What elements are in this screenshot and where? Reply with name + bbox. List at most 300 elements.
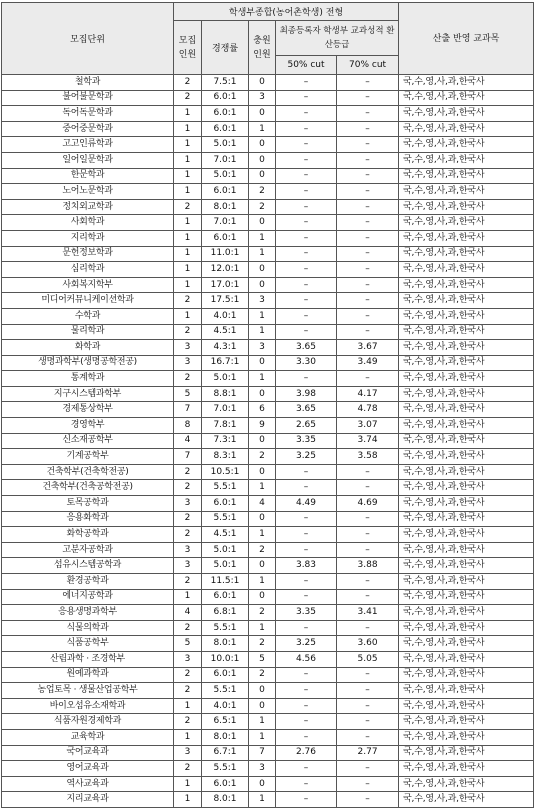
- unit-cell: 식물의학과: [2, 620, 174, 636]
- cut70-cell: –: [337, 308, 399, 324]
- quota-cell: 2: [174, 574, 202, 590]
- competition-cell: 12.0:1: [202, 262, 249, 278]
- subjects-cell: 국,수,영,사,과,한국사: [399, 449, 534, 465]
- table-row: [2, 324, 534, 340]
- extra-cell: 0: [249, 215, 276, 231]
- table-row: [2, 433, 534, 449]
- cut50-cell: –: [276, 761, 337, 777]
- competition-cell: 4.5:1: [202, 527, 249, 543]
- quota-cell: 1: [174, 277, 202, 293]
- cut70-cell: –: [337, 324, 399, 340]
- cut50-cell: 3.35: [276, 605, 337, 621]
- competition-cell: 8.0:1: [202, 199, 249, 215]
- subjects-cell: 국,수,영,사,과,한국사: [399, 667, 534, 683]
- unit-cell: 독어독문학과: [2, 106, 174, 122]
- quota-cell: 2: [174, 90, 202, 106]
- competition-cell: 4.0:1: [202, 698, 249, 714]
- subjects-cell: 국,수,영,사,과,한국사: [399, 386, 534, 402]
- quota-cell: 3: [174, 542, 202, 558]
- cut50-cell: 2.76: [276, 745, 337, 761]
- unit-cell: 섬유시스템공학과: [2, 558, 174, 574]
- subjects-cell: 국,수,영,사,과,한국사: [399, 651, 534, 667]
- quota-cell: 2: [174, 480, 202, 496]
- competition-cell: 11.5:1: [202, 574, 249, 590]
- competition-cell: 6.7:1: [202, 745, 249, 761]
- extra-cell: 0: [249, 152, 276, 168]
- cut70-cell: –: [337, 246, 399, 262]
- quota-cell: 2: [174, 511, 202, 527]
- table-row: [2, 745, 534, 761]
- cut70-cell: –: [337, 527, 399, 543]
- cut70-cell: –: [337, 589, 399, 605]
- quota-cell: 1: [174, 698, 202, 714]
- table-row: [2, 199, 534, 215]
- unit-cell: 지리학과: [2, 230, 174, 246]
- extra-cell: 6: [249, 402, 276, 418]
- subjects-cell: 국,수,영,사,과,한국사: [399, 527, 534, 543]
- cut70-cell: –: [337, 542, 399, 558]
- quota-cell: 1: [174, 776, 202, 792]
- cut70-cell: –: [337, 464, 399, 480]
- subjects-cell: 국,수,영,사,과,한국사: [399, 761, 534, 777]
- subjects-cell: 국,수,영,사,과,한국사: [399, 480, 534, 496]
- subjects-cell: 국,수,영,사,과,한국사: [399, 433, 534, 449]
- quota-cell: 3: [174, 558, 202, 574]
- quota-cell: 4: [174, 605, 202, 621]
- extra-cell: 1: [249, 230, 276, 246]
- quota-cell: 1: [174, 729, 202, 745]
- cut50-cell: 2.65: [276, 418, 337, 434]
- cut50-cell: –: [276, 90, 337, 106]
- cut70-cell: 3.49: [337, 355, 399, 371]
- extra-cell: 2: [249, 449, 276, 465]
- extra-cell: 0: [249, 776, 276, 792]
- unit-cell: 고분자공학과: [2, 542, 174, 558]
- cut50-cell: –: [276, 667, 337, 683]
- quota-cell: 3: [174, 745, 202, 761]
- cut50-cell: –: [276, 698, 337, 714]
- unit-cell: 농업토목 · 생물산업공학부: [2, 683, 174, 699]
- header-extra: 충원 인원: [249, 21, 276, 75]
- table-row: [2, 418, 534, 434]
- unit-cell: 중어중문학과: [2, 121, 174, 137]
- extra-cell: 1: [249, 324, 276, 340]
- quota-cell: 1: [174, 230, 202, 246]
- unit-cell: 생명과학부(생명공학전공): [2, 355, 174, 371]
- subjects-cell: 국,수,영,사,과,한국사: [399, 698, 534, 714]
- extra-cell: 3: [249, 761, 276, 777]
- unit-cell: 경제통상학부: [2, 402, 174, 418]
- unit-cell: 일어일문학과: [2, 152, 174, 168]
- cut50-cell: –: [276, 714, 337, 730]
- competition-cell: 11.0:1: [202, 246, 249, 262]
- competition-cell: 6.0:1: [202, 106, 249, 122]
- cut50-cell: –: [276, 480, 337, 496]
- quota-cell: 1: [174, 106, 202, 122]
- unit-cell: 원예과학과: [2, 667, 174, 683]
- cut70-cell: –: [337, 75, 399, 91]
- unit-cell: 지구시스템과학부: [2, 386, 174, 402]
- quota-cell: 1: [174, 215, 202, 231]
- subjects-cell: 국,수,영,사,과,한국사: [399, 355, 534, 371]
- competition-cell: 5.0:1: [202, 168, 249, 184]
- subjects-cell: 국,수,영,사,과,한국사: [399, 402, 534, 418]
- cut50-cell: –: [276, 199, 337, 215]
- cut70-cell: –: [337, 90, 399, 106]
- cut70-cell: –: [337, 262, 399, 278]
- cut50-cell: –: [276, 262, 337, 278]
- subjects-cell: 국,수,영,사,과,한국사: [399, 683, 534, 699]
- table-row: [2, 168, 534, 184]
- unit-cell: 건축학부(건축학전공): [2, 464, 174, 480]
- cut70-cell: –: [337, 121, 399, 137]
- quota-cell: 2: [174, 761, 202, 777]
- competition-cell: 4.3:1: [202, 340, 249, 356]
- unit-cell: 환경공학과: [2, 574, 174, 590]
- table-row: [2, 542, 534, 558]
- competition-cell: 10.0:1: [202, 651, 249, 667]
- quota-cell: 3: [174, 355, 202, 371]
- competition-cell: 7.8:1: [202, 418, 249, 434]
- table-row: [2, 464, 534, 480]
- competition-cell: 5.5:1: [202, 683, 249, 699]
- unit-cell: 국어교육과: [2, 745, 174, 761]
- cut50-cell: –: [276, 574, 337, 590]
- extra-cell: 0: [249, 558, 276, 574]
- extra-cell: 1: [249, 729, 276, 745]
- unit-cell: 식품공학부: [2, 636, 174, 652]
- quota-cell: 7: [174, 402, 202, 418]
- competition-cell: 6.0:1: [202, 184, 249, 200]
- subjects-cell: 국,수,영,사,과,한국사: [399, 464, 534, 480]
- cut50-cell: –: [276, 230, 337, 246]
- extra-cell: 2: [249, 542, 276, 558]
- competition-cell: 7.3:1: [202, 433, 249, 449]
- subjects-cell: 국,수,영,사,과,한국사: [399, 277, 534, 293]
- table-row: [2, 402, 534, 418]
- table-row: [2, 558, 534, 574]
- competition-cell: 5.0:1: [202, 137, 249, 153]
- table-row: [2, 620, 534, 636]
- quota-cell: 4: [174, 433, 202, 449]
- table-row: [2, 152, 534, 168]
- cut70-cell: 3.67: [337, 340, 399, 356]
- cut50-cell: –: [276, 683, 337, 699]
- quota-cell: 7: [174, 449, 202, 465]
- unit-cell: 정치외교학과: [2, 199, 174, 215]
- cut50-cell: –: [276, 324, 337, 340]
- subjects-cell: 국,수,영,사,과,한국사: [399, 90, 534, 106]
- cut70-cell: 3.41: [337, 605, 399, 621]
- cut70-cell: 3.07: [337, 418, 399, 434]
- extra-cell: 1: [249, 121, 276, 137]
- competition-cell: 16.7:1: [202, 355, 249, 371]
- subjects-cell: 국,수,영,사,과,한국사: [399, 246, 534, 262]
- cut50-cell: –: [276, 511, 337, 527]
- extra-cell: 9: [249, 418, 276, 434]
- cut70-cell: –: [337, 698, 399, 714]
- table-row: [2, 293, 534, 309]
- unit-cell: 기계공학부: [2, 449, 174, 465]
- table-row: [2, 449, 534, 465]
- cut50-cell: –: [276, 308, 337, 324]
- extra-cell: 2: [249, 199, 276, 215]
- competition-cell: 6.8:1: [202, 605, 249, 621]
- quota-cell: 2: [174, 371, 202, 387]
- cut70-cell: 3.88: [337, 558, 399, 574]
- quota-cell: 5: [174, 636, 202, 652]
- quota-cell: 2: [174, 324, 202, 340]
- table-row: [2, 714, 534, 730]
- subjects-cell: 국,수,영,사,과,한국사: [399, 152, 534, 168]
- table-row: [2, 589, 534, 605]
- cut70-cell: 3.58: [337, 449, 399, 465]
- subjects-cell: 국,수,영,사,과,한국사: [399, 168, 534, 184]
- competition-cell: 7.0:1: [202, 152, 249, 168]
- extra-cell: 0: [249, 75, 276, 91]
- admission-results-table: [1, 2, 534, 808]
- cut70-cell: –: [337, 620, 399, 636]
- extra-cell: 3: [249, 340, 276, 356]
- table-row: [2, 667, 534, 683]
- quota-cell: 1: [174, 137, 202, 153]
- subjects-cell: 국,수,영,사,과,한국사: [399, 714, 534, 730]
- extra-cell: 1: [249, 574, 276, 590]
- cut50-cell: –: [276, 152, 337, 168]
- header-cut50: 50% cut: [276, 56, 337, 75]
- cut70-cell: –: [337, 667, 399, 683]
- competition-cell: 5.0:1: [202, 542, 249, 558]
- extra-cell: 1: [249, 620, 276, 636]
- competition-cell: 5.5:1: [202, 480, 249, 496]
- unit-cell: 철학과: [2, 75, 174, 91]
- extra-cell: 1: [249, 371, 276, 387]
- extra-cell: 0: [249, 386, 276, 402]
- competition-cell: 8.8:1: [202, 386, 249, 402]
- subjects-cell: 국,수,영,사,과,한국사: [399, 199, 534, 215]
- extra-cell: 0: [249, 262, 276, 278]
- table-row: [2, 355, 534, 371]
- subjects-cell: 국,수,영,사,과,한국사: [399, 106, 534, 122]
- subjects-cell: 국,수,영,사,과,한국사: [399, 340, 534, 356]
- extra-cell: 3: [249, 293, 276, 309]
- subjects-cell: 국,수,영,사,과,한국사: [399, 496, 534, 512]
- cut70-cell: –: [337, 683, 399, 699]
- unit-cell: 에너지공학과: [2, 589, 174, 605]
- quota-cell: 2: [174, 714, 202, 730]
- header-calc-subjects: 산출 반영 교과목: [399, 3, 534, 75]
- competition-cell: 5.0:1: [202, 371, 249, 387]
- cut50-cell: –: [276, 277, 337, 293]
- subjects-cell: 국,수,영,사,과,한국사: [399, 75, 534, 91]
- unit-cell: 노어노문학과: [2, 184, 174, 200]
- cut50-cell: 3.65: [276, 340, 337, 356]
- cut70-cell: –: [337, 293, 399, 309]
- subjects-cell: 국,수,영,사,과,한국사: [399, 792, 534, 808]
- quota-cell: 3: [174, 496, 202, 512]
- cut50-cell: 3.25: [276, 449, 337, 465]
- cut70-cell: –: [337, 152, 399, 168]
- subjects-cell: 국,수,영,사,과,한국사: [399, 511, 534, 527]
- extra-cell: 0: [249, 698, 276, 714]
- extra-cell: 2: [249, 667, 276, 683]
- competition-cell: 6.0:1: [202, 496, 249, 512]
- extra-cell: 1: [249, 714, 276, 730]
- subjects-cell: 국,수,영,사,과,한국사: [399, 293, 534, 309]
- cut50-cell: 3.25: [276, 636, 337, 652]
- competition-cell: 5.5:1: [202, 761, 249, 777]
- cut50-cell: –: [276, 121, 337, 137]
- table-row: [2, 106, 534, 122]
- unit-cell: 산림과학 · 조경학부: [2, 651, 174, 667]
- cut70-cell: –: [337, 137, 399, 153]
- cut50-cell: –: [276, 464, 337, 480]
- unit-cell: 통계학과: [2, 371, 174, 387]
- quota-cell: 1: [174, 262, 202, 278]
- unit-cell: 화학과: [2, 340, 174, 356]
- cut50-cell: –: [276, 527, 337, 543]
- unit-cell: 건축학부(건축공학전공): [2, 480, 174, 496]
- unit-cell: 사회학과: [2, 215, 174, 231]
- extra-cell: 0: [249, 168, 276, 184]
- table-row: [2, 496, 534, 512]
- competition-cell: 6.0:1: [202, 121, 249, 137]
- unit-cell: 식품자원경제학과: [2, 714, 174, 730]
- cut70-cell: 4.17: [337, 386, 399, 402]
- unit-cell: 사회복지학부: [2, 277, 174, 293]
- subjects-cell: 국,수,영,사,과,한국사: [399, 745, 534, 761]
- unit-cell: 바이오섬유소재학과: [2, 698, 174, 714]
- subjects-cell: 국,수,영,사,과,한국사: [399, 308, 534, 324]
- table-header: [2, 3, 534, 75]
- cut70-cell: 3.60: [337, 636, 399, 652]
- subjects-cell: 국,수,영,사,과,한국사: [399, 574, 534, 590]
- unit-cell: 토목공학과: [2, 496, 174, 512]
- cut50-cell: –: [276, 371, 337, 387]
- cut70-cell: –: [337, 511, 399, 527]
- extra-cell: 1: [249, 480, 276, 496]
- cut70-cell: 2.77: [337, 745, 399, 761]
- cut70-cell: –: [337, 371, 399, 387]
- competition-cell: 6.0:1: [202, 667, 249, 683]
- table-row: [2, 574, 534, 590]
- unit-cell: 신소재공학부: [2, 433, 174, 449]
- extra-cell: 0: [249, 277, 276, 293]
- extra-cell: 1: [249, 792, 276, 808]
- cut70-cell: –: [337, 184, 399, 200]
- competition-cell: 6.0:1: [202, 230, 249, 246]
- quota-cell: 1: [174, 246, 202, 262]
- quota-cell: 2: [174, 199, 202, 215]
- table-row: [2, 230, 534, 246]
- cut50-cell: 3.65: [276, 402, 337, 418]
- header-unit: 모집단위: [2, 3, 174, 75]
- cut70-cell: –: [337, 230, 399, 246]
- unit-cell: 역사교육과: [2, 776, 174, 792]
- cut50-cell: –: [276, 620, 337, 636]
- unit-cell: 불어불문학과: [2, 90, 174, 106]
- cut70-cell: –: [337, 168, 399, 184]
- header-admission-title: 학생부종합(농어촌학생) 전형: [174, 3, 399, 21]
- header-cut70: 70% cut: [337, 56, 399, 75]
- subjects-cell: 국,수,영,사,과,한국사: [399, 262, 534, 278]
- header-quota: 모집 인원: [174, 21, 202, 75]
- subjects-cell: 국,수,영,사,과,한국사: [399, 184, 534, 200]
- quota-cell: 2: [174, 683, 202, 699]
- table-row: [2, 792, 534, 808]
- table-row: [2, 137, 534, 153]
- cut70-cell: –: [337, 729, 399, 745]
- unit-cell: 한문학과: [2, 168, 174, 184]
- competition-cell: 5.5:1: [202, 511, 249, 527]
- table-body: [2, 75, 534, 808]
- subjects-cell: 국,수,영,사,과,한국사: [399, 589, 534, 605]
- subjects-cell: 국,수,영,사,과,한국사: [399, 418, 534, 434]
- cut50-cell: –: [276, 215, 337, 231]
- competition-cell: 5.5:1: [202, 620, 249, 636]
- subjects-cell: 국,수,영,사,과,한국사: [399, 558, 534, 574]
- cut70-cell: –: [337, 199, 399, 215]
- extra-cell: 0: [249, 464, 276, 480]
- quota-cell: 2: [174, 293, 202, 309]
- subjects-cell: 국,수,영,사,과,한국사: [399, 215, 534, 231]
- cut70-cell: –: [337, 574, 399, 590]
- cut70-cell: –: [337, 761, 399, 777]
- unit-cell: 응용화학과: [2, 511, 174, 527]
- table-row: [2, 511, 534, 527]
- cut50-cell: –: [276, 184, 337, 200]
- quota-cell: 5: [174, 386, 202, 402]
- cut50-cell: 3.35: [276, 433, 337, 449]
- cut70-cell: –: [337, 106, 399, 122]
- competition-cell: 6.0:1: [202, 776, 249, 792]
- cut50-cell: 4.49: [276, 496, 337, 512]
- cut50-cell: 3.30: [276, 355, 337, 371]
- quota-cell: 3: [174, 340, 202, 356]
- cut50-cell: –: [276, 137, 337, 153]
- cut70-cell: –: [337, 776, 399, 792]
- cut50-cell: –: [276, 729, 337, 745]
- competition-cell: 5.0:1: [202, 558, 249, 574]
- unit-cell: 화학공학과: [2, 527, 174, 543]
- competition-cell: 17.0:1: [202, 277, 249, 293]
- quota-cell: 1: [174, 792, 202, 808]
- table-row: [2, 651, 534, 667]
- extra-cell: 0: [249, 589, 276, 605]
- cut70-cell: –: [337, 480, 399, 496]
- table-row: [2, 683, 534, 699]
- subjects-cell: 국,수,영,사,과,한국사: [399, 620, 534, 636]
- unit-cell: 교육학과: [2, 729, 174, 745]
- quota-cell: 3: [174, 651, 202, 667]
- table-row: [2, 761, 534, 777]
- quota-cell: 1: [174, 308, 202, 324]
- table-row: [2, 262, 534, 278]
- quota-cell: 2: [174, 667, 202, 683]
- subjects-cell: 국,수,영,사,과,한국사: [399, 605, 534, 621]
- competition-cell: 4.5:1: [202, 324, 249, 340]
- cut70-cell: 5.05: [337, 651, 399, 667]
- unit-cell: 고고인류학과: [2, 137, 174, 153]
- unit-cell: 지리교육과: [2, 792, 174, 808]
- table-row: [2, 371, 534, 387]
- subjects-cell: 국,수,영,사,과,한국사: [399, 729, 534, 745]
- table-row: [2, 90, 534, 106]
- quota-cell: 1: [174, 168, 202, 184]
- quota-cell: 1: [174, 152, 202, 168]
- cut70-cell: 3.74: [337, 433, 399, 449]
- table-row: [2, 729, 534, 745]
